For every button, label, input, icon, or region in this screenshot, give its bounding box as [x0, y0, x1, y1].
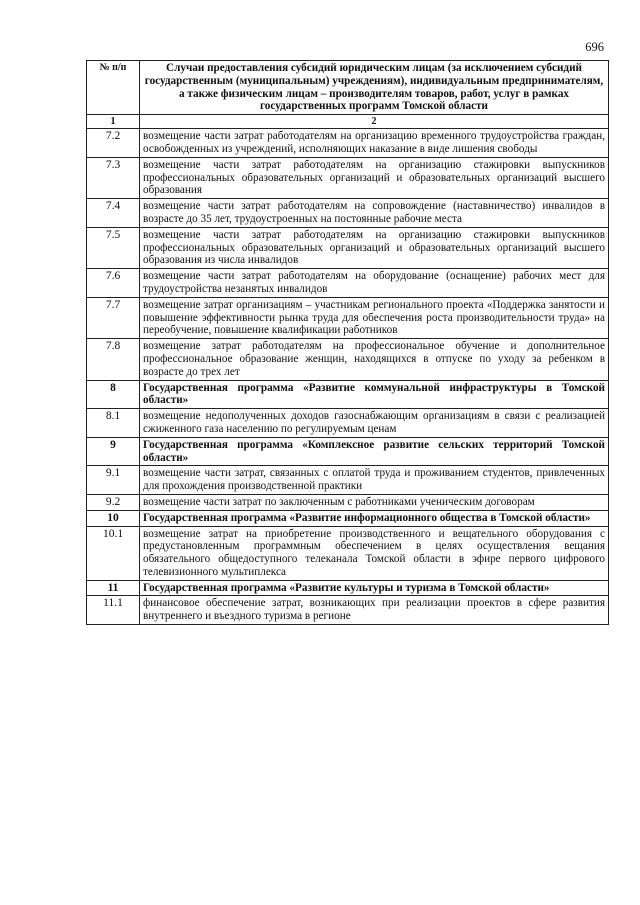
row-description: возмещение части затрат по заключенным с работниками ученическим договорам	[140, 494, 609, 510]
row-description: возмещение части затрат работодателям на организацию стажировки выпускников профессиональных образовательных организаций и образовательных организаций высшего образования	[140, 157, 609, 198]
row-number: 7.5	[87, 227, 140, 268]
row-number: 9	[87, 437, 140, 466]
table-row	[87, 466, 609, 495]
row-description: возмещение части затрат работодателям на организацию стажировки выпускников профессиональных образовательных организаций и образовательных организаций высшего образования из числа инвалидов	[140, 227, 609, 268]
column-index-row	[87, 115, 609, 129]
row-number: 7.3	[87, 157, 140, 198]
row-number: 9.2	[87, 494, 140, 510]
program-title: Государственная программа «Развитие культуры и туризма в Томской области»	[140, 580, 609, 596]
table-row	[87, 339, 609, 380]
row-description: возмещение недополученных доходов газоснабжающим организациям в связи с реализацией сжиженного газа населению по регулируемым ценам	[140, 409, 609, 438]
program-title: Государственная программа «Развитие информационного общества в Томской области»	[140, 510, 609, 526]
row-number: 7.7	[87, 297, 140, 338]
program-title: Государственная программа «Развитие коммунальной инфраструктуры в Томской области»	[140, 380, 609, 409]
table-row	[87, 596, 609, 625]
row-description: финансовое обеспечение затрат, возникающих при реализации проектов в сфере развития внутреннего и въездного туризма в регионе	[140, 596, 609, 625]
table-body	[87, 129, 609, 625]
table-row	[87, 129, 609, 158]
row-number: 7.4	[87, 199, 140, 228]
row-number: 7.2	[87, 129, 140, 158]
table-header-row	[87, 61, 609, 115]
table-row	[87, 409, 609, 438]
row-description: возмещение затрат работодателям на профессиональное обучение и дополнительное профессиональное образование женщин, находящихся в отпуске по уходу за ребенком в возрасте до трех лет	[140, 339, 609, 380]
row-description: возмещение части затрат, связанных с оплатой труда и проживанием студентов, привлеченных для прохождения производственной практики	[140, 466, 609, 495]
row-number: 11	[87, 580, 140, 596]
row-number: 7.8	[87, 339, 140, 380]
row-description: возмещение затрат на приобретение производственного и вещательного оборудования с предустановленным программным обеспечением в целях осуществления вещания обязательного общедоступного телеканала Томской области в эфире первого цифрового телевизионного мультиплекса	[140, 526, 609, 580]
row-description: возмещение части затрат работодателям на организацию временного трудоустройства граждан, освобожденных из учреждений, исполняющих наказание в виде лишения свободы	[140, 129, 609, 158]
table-row	[87, 157, 609, 198]
column-header-number: № п/п	[87, 61, 140, 115]
program-row	[87, 580, 609, 596]
program-row	[87, 437, 609, 466]
row-number: 11.1	[87, 596, 140, 625]
page-number: 696	[585, 40, 604, 54]
table-row	[87, 199, 609, 228]
table-row	[87, 494, 609, 510]
row-number: 8.1	[87, 409, 140, 438]
table-row	[87, 269, 609, 298]
table-row	[87, 227, 609, 268]
column-index-1: 1	[87, 115, 140, 129]
row-number: 8	[87, 380, 140, 409]
column-header-description: Случаи предоставления субсидий юридическим лицам (за исключением субсидий государственным (муниципальным) учреждениям), индивидуальным предпринимателям, а также физическим лицам – производителям товаров, работ, услуг в рамках государственных программ Томской области	[140, 61, 609, 115]
program-row	[87, 380, 609, 409]
table-row	[87, 297, 609, 338]
subsidy-table	[86, 60, 609, 625]
row-description: возмещение части затрат работодателям на оборудование (оснащение) рабочих мест для трудоустройства незанятых инвалидов	[140, 269, 609, 298]
program-title: Государственная программа «Комплексное развитие сельских территорий Томской области»	[140, 437, 609, 466]
row-description: возмещение части затрат работодателям на сопровождение (наставничество) инвалидов в возрасте до 35 лет, трудоустроенных на постоянные рабочие места	[140, 199, 609, 228]
row-description: возмещение затрат организациям – участникам регионального проекта «Поддержка занятости и повышение эффективности рынка труда для обеспечения роста производительности труда» на переобучение, повышение квалификации работников	[140, 297, 609, 338]
row-number: 10	[87, 510, 140, 526]
table-row	[87, 526, 609, 580]
row-number: 7.6	[87, 269, 140, 298]
row-number: 10.1	[87, 526, 140, 580]
program-row	[87, 510, 609, 526]
column-index-2: 2	[140, 115, 609, 129]
row-number: 9.1	[87, 466, 140, 495]
